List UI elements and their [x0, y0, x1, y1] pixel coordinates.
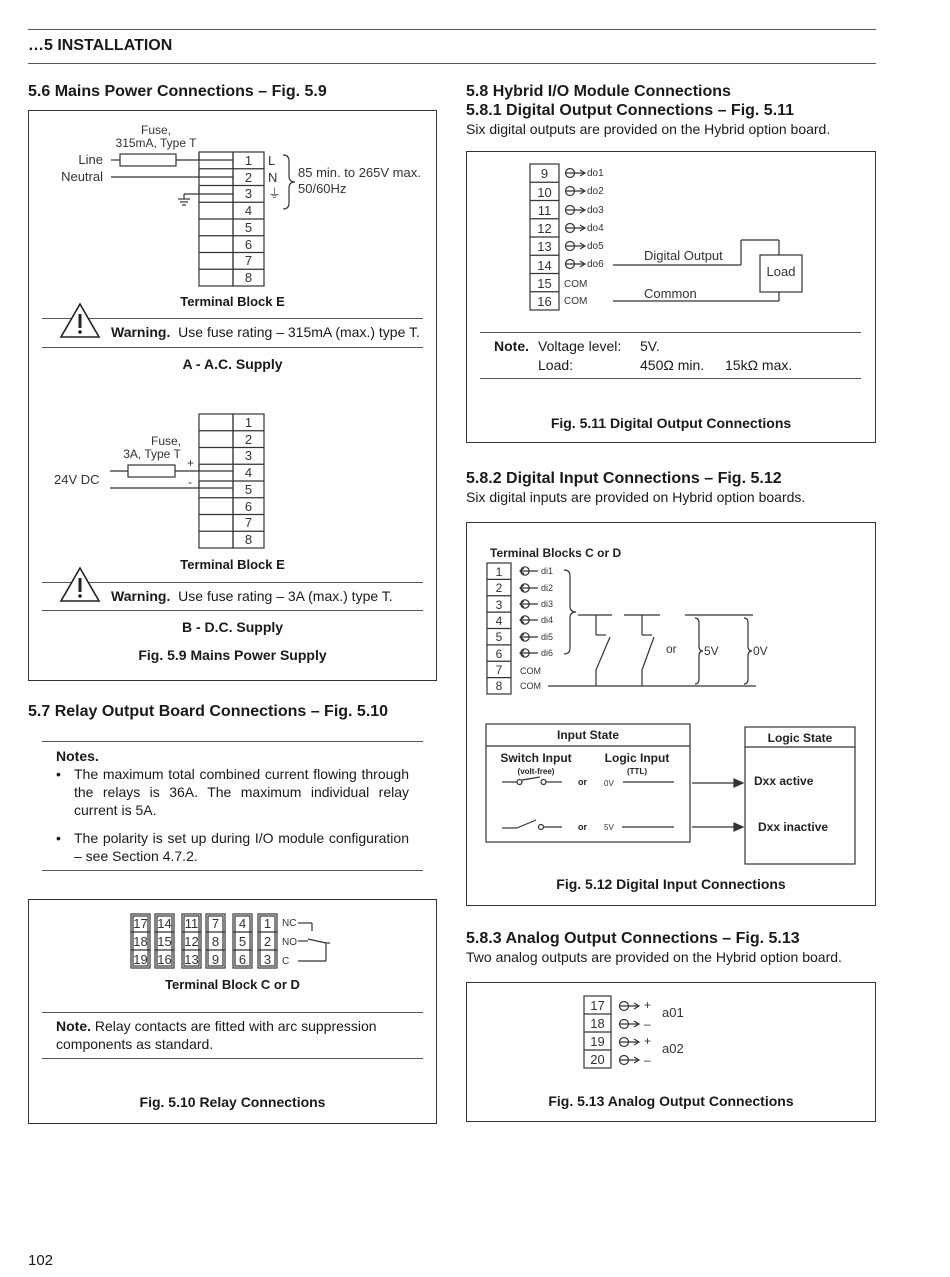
ac-terminal-number: 8	[244, 270, 253, 285]
do-label: do6	[587, 259, 604, 270]
relay-terminal-number: 13	[184, 952, 199, 967]
dc-terminal-number: 8	[244, 532, 253, 547]
a01-label: a01	[662, 1005, 684, 1020]
relay-terminal-number: 12	[184, 934, 199, 949]
di-terminal-number: 6	[495, 647, 503, 661]
ac-supply-diagram	[28, 110, 437, 310]
section-5-8-3-intro: Two analog outputs are provided on the Hybrid option board.	[466, 949, 842, 965]
section-5-8-2-intro: Six digital inputs are provided on Hybrid option boards.	[466, 489, 806, 505]
fig-5-13-caption: Fig. 5.13 Analog Output Connections	[548, 1093, 794, 1109]
di-terminal-number: 8	[495, 679, 503, 693]
ac-terminal-number: 1	[244, 153, 253, 168]
di-label: di3	[541, 599, 554, 609]
ac-voltage-range: 85 min. to 265V max.	[298, 165, 421, 180]
di-label: COM	[520, 666, 541, 676]
relay-terminal-number: 1	[263, 916, 272, 931]
dxx-active-label: Dxx active	[754, 774, 814, 788]
relay-terminal-number: 11	[184, 916, 199, 931]
page-number: 102	[28, 1252, 54, 1269]
do-label: do3	[587, 205, 604, 216]
line-label: Line	[78, 152, 103, 167]
di-label: di2	[541, 583, 554, 593]
do-terminal-number: 12	[537, 221, 552, 236]
dc-terminal-number: 7	[244, 515, 253, 530]
header-bottom-rule	[28, 63, 876, 64]
do-terminal-number: 15	[537, 276, 552, 291]
dc-warning-text: Use fuse rating – 3A (max.) type T.	[178, 588, 393, 604]
relay-terminal-number: 15	[157, 934, 172, 949]
ac-terminal-number: 2	[244, 170, 253, 185]
warning-icon	[58, 300, 102, 340]
di-terminal-number: 4	[495, 614, 503, 628]
dc-warning	[111, 588, 393, 604]
relay-terminal-number: 16	[157, 952, 172, 967]
do-terminal-number: 10	[537, 185, 552, 200]
fig-5-10-caption: Fig. 5.10 Relay Connections	[139, 1094, 326, 1110]
relay-terminal-number: 6	[238, 952, 247, 967]
ao-sign: +	[644, 1034, 652, 1048]
section-5-8-title: 5.8 Hybrid I/O Module Connections	[466, 83, 731, 100]
relay-note-bold: Note.	[56, 1018, 91, 1034]
dc-plus-label: +	[187, 456, 195, 470]
dc-fuse-label: Fuse,	[150, 434, 182, 448]
dc-warning-bottom-rule	[42, 610, 423, 611]
section-5-8-3-title: 5.8.3 Analog Output Connections – Fig. 5.13	[466, 930, 800, 947]
do-note-row-1-value: 5V.	[640, 338, 660, 354]
dc-terminal-number: 3	[244, 448, 253, 463]
relay-terminal-number: 7	[211, 916, 220, 931]
ac-warning	[111, 324, 420, 340]
ao-terminal-number: 19	[590, 1034, 605, 1049]
logic-input-header: Logic Input	[604, 751, 670, 765]
relay-note-top-rule	[42, 1012, 423, 1013]
ac-terminal-number: 4	[244, 203, 253, 218]
ao-terminal-number: 17	[590, 998, 605, 1013]
relay-nc-label: NC	[282, 918, 297, 929]
di-label: di5	[541, 632, 554, 642]
ac-fuse-label: Fuse,	[140, 123, 172, 137]
switch-input-header: Switch Input	[500, 751, 572, 765]
ac-terminal-number: 7	[244, 253, 253, 268]
dc-fuse-rating: 3A, Type T	[123, 447, 181, 461]
row-2-or: or	[578, 822, 587, 832]
do-label: COM	[564, 296, 588, 307]
ac-terminal-block-label: Terminal Block E	[180, 294, 285, 309]
relay-note-text: Relay contacts are fitted with arc suppression components as standard.	[56, 1018, 377, 1052]
ttl-label: (TTL)	[627, 767, 647, 776]
relay-terminal-number: 4	[238, 916, 247, 931]
di-label: di4	[541, 615, 554, 625]
input-state-header: Input State	[557, 728, 619, 742]
di-terminal-number: 3	[495, 598, 503, 612]
dc-terminal-number: 6	[244, 499, 253, 514]
neutral-label: Neutral	[61, 169, 103, 184]
do-label: do2	[587, 186, 604, 197]
dc-caption: B - D.C. Supply	[181, 619, 284, 635]
relay-note-bottom-rule	[42, 1058, 423, 1059]
ao-sign: –	[644, 1017, 651, 1031]
row-1-or: or	[578, 777, 587, 787]
logic-state-header: Logic State	[767, 731, 833, 745]
do-note-row-1-label: Voltage level:	[538, 338, 622, 354]
relay-terminal-diagram	[28, 899, 437, 979]
do-note-row-2-max: 15kΩ max.	[725, 357, 793, 373]
ao-terminal-number: 20	[590, 1052, 605, 1067]
note-item: • The maximum total combined current flowing through the relays is 36A. The maximum individual relay current is 5A.	[56, 765, 409, 819]
relay-terminal-number: 14	[157, 916, 172, 931]
notes-bottom-rule	[42, 870, 423, 871]
do-note-bottom-rule	[480, 378, 861, 379]
ac-warning-bottom-rule	[42, 347, 423, 348]
di-terminal-number: 7	[495, 663, 503, 677]
relay-block-label: Terminal Block C or D	[165, 977, 300, 992]
do-terminal-number: 16	[537, 294, 552, 309]
relay-c-label: C	[282, 956, 290, 967]
dc-terminal-number: 1	[244, 415, 253, 430]
dc-terminal-number: 5	[244, 482, 253, 497]
side-label-earth: ⏚	[268, 186, 282, 201]
relay-terminal-number: 2	[263, 934, 272, 949]
do-note-top-rule	[480, 332, 861, 333]
relay-terminal-number: 9	[211, 952, 220, 967]
ac-terminal-number: 5	[244, 220, 253, 235]
relay-no-label: NO	[282, 937, 297, 948]
relay-terminal-number: 17	[133, 916, 148, 931]
do-note-row-2-label: Load:	[538, 357, 574, 373]
ac-warning-bold: Warning.	[111, 324, 171, 340]
di-5v-label: 5V	[704, 644, 719, 658]
ac-terminal-number: 3	[244, 186, 253, 201]
dc-terminal-number: 2	[244, 432, 253, 447]
dc-supply-diagram	[28, 400, 437, 560]
fig-5-11-caption: Fig. 5.11 Digital Output Connections	[550, 415, 792, 431]
do-note-row-2-min: 450Ω min.	[640, 357, 705, 373]
notes-top-rule	[42, 741, 423, 742]
relay-terminal-number: 8	[211, 934, 220, 949]
do-terminal-number: 13	[537, 239, 552, 254]
dc-minus-label: -	[188, 475, 192, 489]
side-label-l: L	[268, 153, 276, 168]
a02-label: a02	[662, 1041, 684, 1056]
row-2-voltage: 5V	[604, 823, 614, 832]
digital-input-diagram	[466, 522, 876, 872]
ac-frequency: 50/60Hz	[298, 181, 347, 196]
row-1-voltage: 0V	[604, 779, 614, 788]
digital-output-label: Digital Output	[644, 248, 723, 263]
ac-caption: A - A.C. Supply	[182, 356, 283, 372]
volt-free-label: (volt-free)	[517, 767, 555, 776]
dc-terminal-number: 4	[244, 465, 253, 480]
section-5-7-title: 5.7 Relay Output Board Connections – Fig. 5.10	[28, 703, 389, 720]
notes-title: Notes.	[56, 748, 99, 764]
do-label: do1	[587, 168, 604, 179]
note-item: • The polarity is set up during I/O module configuration – see Section 4.7.2.	[56, 829, 409, 865]
di-or-label: or	[666, 642, 677, 656]
di-terminal-number: 1	[495, 565, 503, 579]
relay-terminal-number: 3	[263, 952, 272, 967]
dxx-inactive-label: Dxx inactive	[758, 820, 829, 834]
side-label-n: N	[268, 170, 278, 185]
ac-terminal-number: 6	[244, 237, 253, 252]
di-label: di1	[541, 566, 554, 576]
ac-fuse-rating: 315mA, Type T	[115, 136, 197, 150]
di-terminal-number: 5	[495, 630, 503, 644]
do-terminal-number: 14	[537, 258, 552, 273]
di-label: COM	[520, 681, 541, 691]
section-5-8-1-title: 5.8.1 Digital Output Connections – Fig. 5.11	[466, 102, 795, 119]
do-terminal-number: 11	[537, 203, 552, 218]
dc-terminal-block-label: Terminal Block E	[180, 557, 285, 572]
fig-5-12-caption: Fig. 5.12 Digital Input Connections	[556, 876, 786, 892]
di-terminal-number: 2	[495, 581, 503, 595]
do-label: COM	[564, 279, 588, 290]
do-note-bold: Note.	[494, 338, 529, 354]
dc-warning-bold: Warning.	[111, 588, 171, 604]
di-0v-label: 0V	[753, 644, 768, 658]
section-5-6-title: 5.6 Mains Power Connections – Fig. 5.9	[28, 83, 327, 100]
relay-notes-list	[56, 765, 409, 875]
fig-5-9-caption: Fig. 5.9 Mains Power Supply	[138, 647, 327, 663]
do-label: do5	[587, 241, 604, 252]
relay-terminal-number: 18	[133, 934, 148, 949]
warning-icon	[58, 564, 102, 604]
di-label: di6	[541, 648, 554, 658]
relay-note	[56, 1017, 416, 1053]
analog-output-diagram	[466, 982, 876, 1072]
load-label: Load	[766, 264, 796, 279]
section-5-8-2-title: 5.8.2 Digital Input Connections – Fig. 5.12	[466, 470, 782, 487]
section-header: …5 INSTALLATION	[28, 37, 173, 54]
common-label: Common	[644, 286, 697, 301]
ao-sign: +	[644, 998, 652, 1012]
ac-warning-text: Use fuse rating – 315mA (max.) type T.	[178, 324, 420, 340]
ao-sign: –	[644, 1053, 651, 1067]
dc-supply-label: 24V DC	[54, 472, 100, 487]
header-top-rule	[28, 29, 876, 30]
relay-terminal-number: 19	[133, 952, 148, 967]
digital-output-diagram	[466, 151, 876, 321]
section-5-8-1-intro: Six digital outputs are provided on the Hybrid option board.	[466, 121, 831, 137]
do-label: do4	[587, 223, 604, 234]
relay-terminal-number: 5	[238, 934, 247, 949]
di-block-label: Terminal Blocks C or D	[490, 546, 622, 560]
ao-terminal-number: 18	[590, 1016, 605, 1031]
do-terminal-number: 9	[540, 166, 549, 181]
